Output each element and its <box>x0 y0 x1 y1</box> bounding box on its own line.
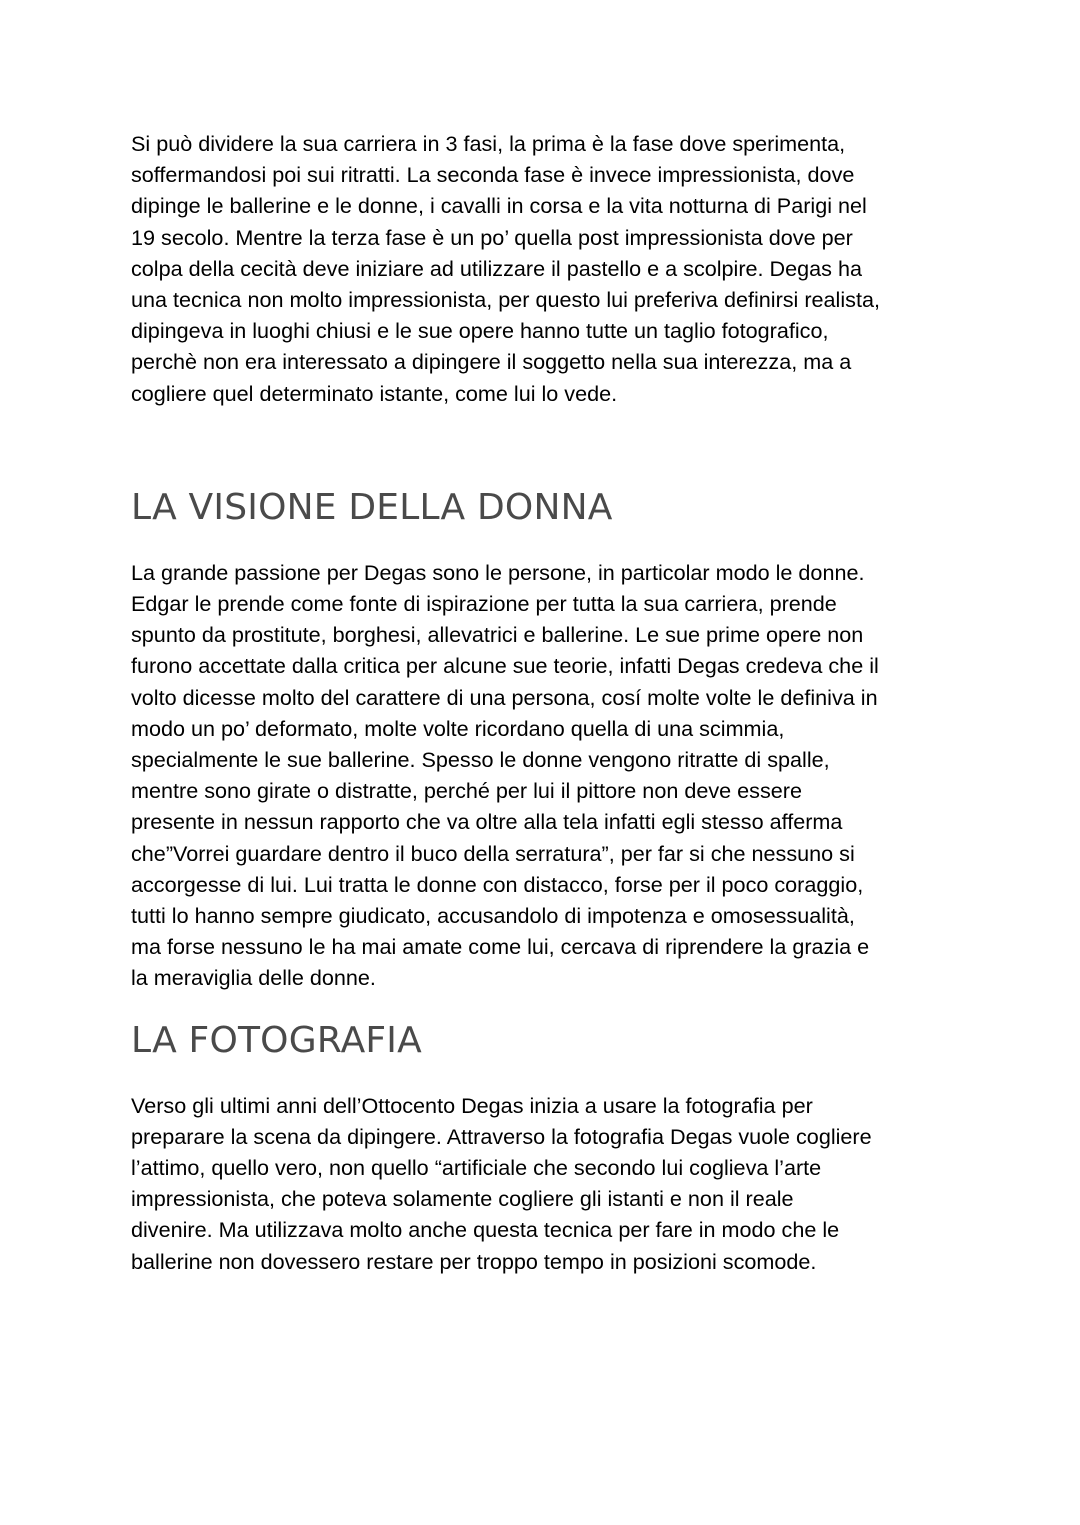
section-paragraph-fotografia: Verso gli ultimi anni dell’Ottocento Degas inizia a usare la fotografia per preparare la scena da dipingere. Attraverso la fotografia Degas vuole cogliere l’attimo, quello vero, non quello “artificiale che secondo lui coglieva l’arte impressionista, che poteva solamente cogliere gli istanti e non il reale divenire. Ma utilizzava molto anche questa tecnica per fare in modo che le ballerine non dovessero restare per troppo tempo in posizioni scomode. <box>131 1092 872 1274</box>
spacer <box>131 530 961 557</box>
intro-paragraph: Si può dividere la sua carriera in 3 fasi, la prima è la fase dove sperimenta, soffermandosi poi sui ritratti. La seconda fase è invece impressionista, dove dipinge le ballerine e le donne, i cavalli in corsa e la vita notturna di Parigi nel 19 secolo. Mentre la terza fase è un po’ quella post impressionista dove per colpa della cecità deve iniziare ad utilizzare il pastello e a scolpire. Degas ha una tecnica non molto impressionista, per questo lui preferiva definirsi realista, dipingeva in luoghi chiusi e le sue opere hanno tutte un taglio fotografico, perchè non era interessato a dipingere il soggetto nella sua interezza, ma a cogliere quel determinato istante, come lui lo vede. <box>131 131 880 406</box>
spacer <box>131 409 961 486</box>
section-heading-visione-della-donna: LA VISIONE DELLA DONNA <box>131 486 613 528</box>
document-content <box>131 128 961 1277</box>
section-paragraph-visione-della-donna: La grande passione per Degas sono le persone, in particolar modo le donne. Edgar le prende come fonte di ispirazione per tutta la sua carriera, prende spunto da prostitute, borghesi, allevatrici e ballerine. Le sue prime opere non furono accettate dalla critica per alcune sue teorie, infatti Degas credeva che il volto dicesse molto del carattere di una persona, cosí molte volte le definiva in modo un po’ deformato, molte volte ricordano quella di una scimmia, specialmente le sue ballerine. Spesso le donne vengono ritratte di spalle, mentre sono girate o distratte, perché per lui il pittore non deve essere presente in nessun rapporto che va oltre alla tela infatti egli stesso afferma che”Vorrei guardare dentro il buco della serratura”, per far si che nessuno si accorgesse di lui. Lui tratta le donne con distacco, forse per il poco coraggio, tutti lo hanno sempre giudicato, accusandolo di impotenza e omosessualità, ma forse nessuno le ha mai amate come lui, cercava di riprendere la grazia e la meraviglia delle donne. <box>131 559 879 991</box>
spacer <box>131 1063 961 1090</box>
section-heading-fotografia: LA FOTOGRAFIA <box>131 1019 422 1061</box>
spacer <box>131 994 961 1019</box>
